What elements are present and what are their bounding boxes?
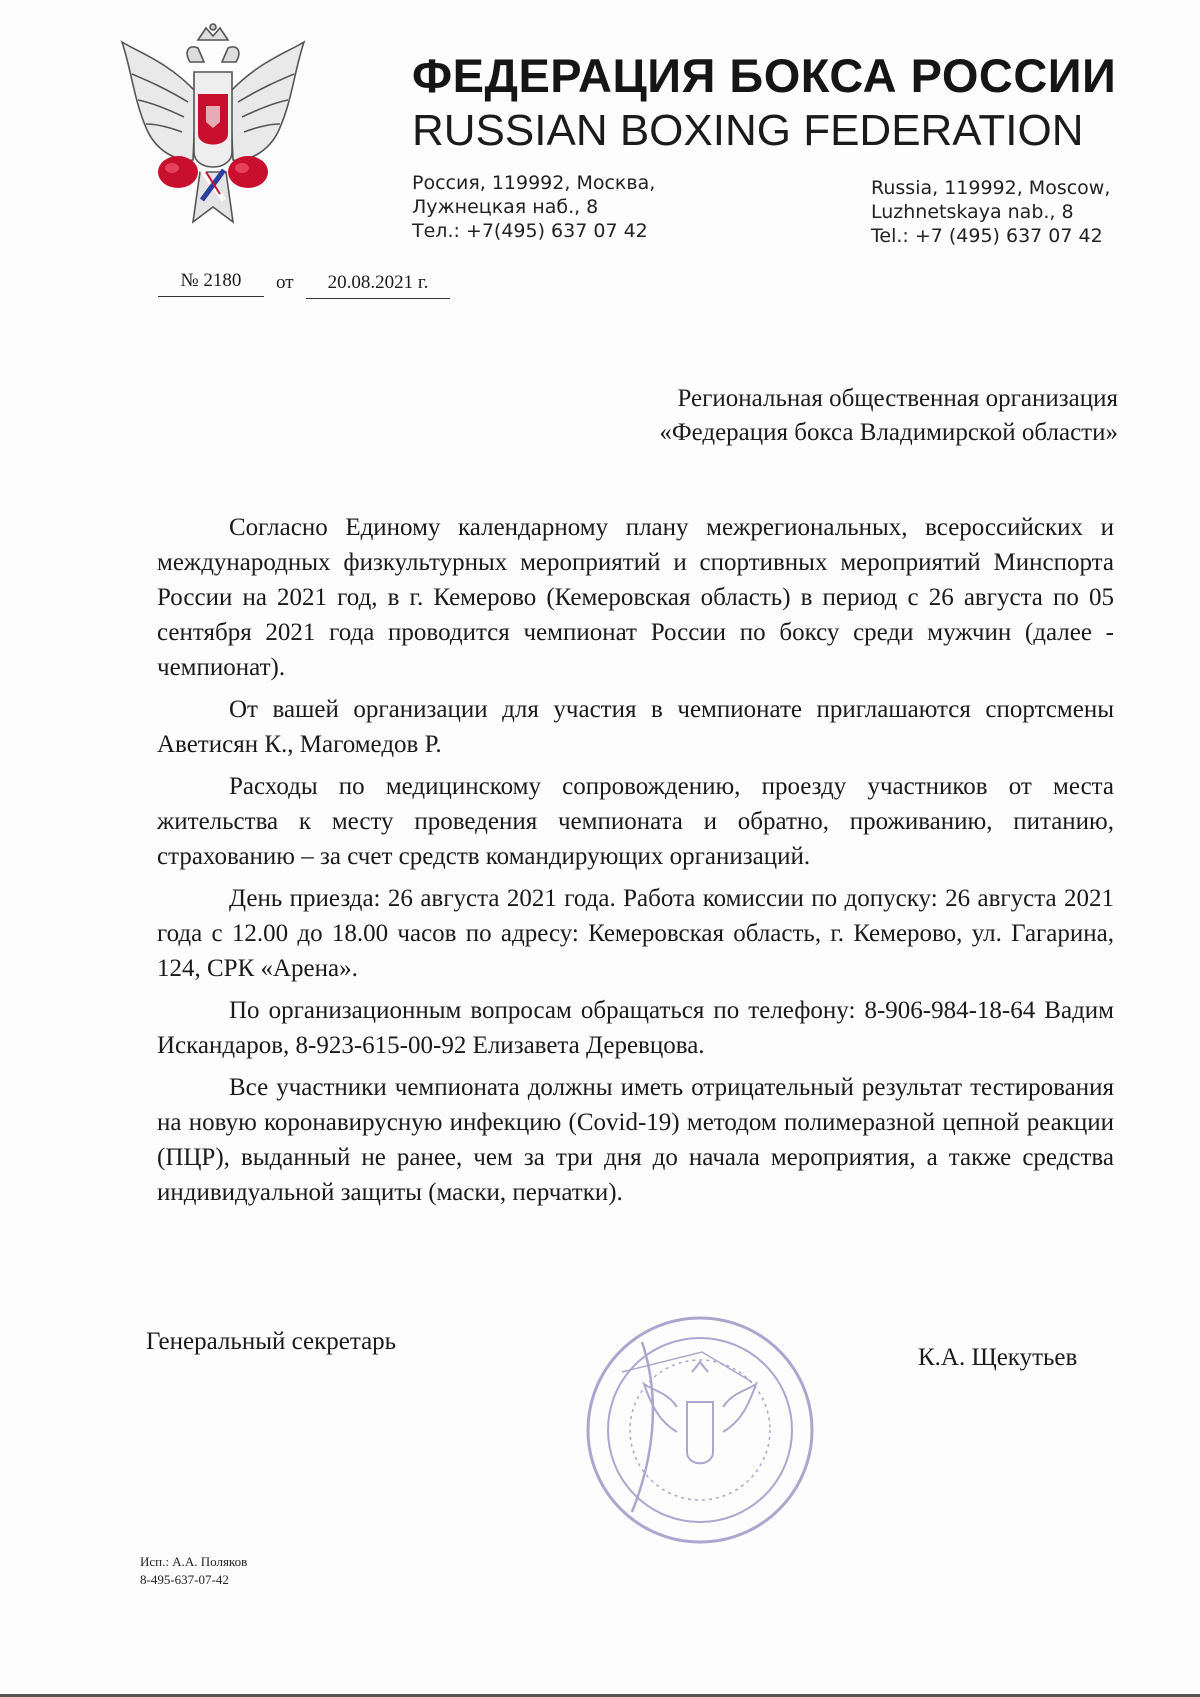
body-paragraph: По организационным вопросам обращаться по телефону: 8-906-984-18-64 Вадим Искандаров, 8-923-615-00-92 Елизавета Деревцова. xyxy=(157,997,1114,1059)
org-title-en: RUSSIAN BOXING FEDERATION xyxy=(412,106,1084,155)
signatory-name: К.А. Щекутьев xyxy=(918,1344,1078,1371)
registration-from-label: от xyxy=(276,272,294,293)
body-paragraph: Расходы по медицинскому сопровождению, проезду участников от места жительства к месту проведения чемпионата и обратно, проживанию, питанию, страхованию – за счет средств командирующих организаций. xyxy=(157,773,1114,870)
addressee-block xyxy=(659,382,1118,450)
executor-phone: 8-495-637-07-42 xyxy=(140,1572,229,1587)
address-en xyxy=(871,176,1110,248)
addressee-line: Региональная общественная организация xyxy=(677,385,1118,412)
body-paragraph: Все участники чемпионата должны иметь отрицательный результат тестирования на новую коронавирусную инфекцию (Covid-19) методом полимеразной цепной реакции (ПЦР), выданный не ранее, чем за три дня до начала мероприятия, а также средства индивидуальной защиты (маски, перчатки). xyxy=(157,1074,1114,1206)
address-en-line: Tel.: +7 (495) 637 07 42 xyxy=(871,225,1103,247)
double-headed-eagle-emblem-icon xyxy=(118,22,308,242)
address-en-line: Luzhnetskaya nab., 8 xyxy=(871,201,1074,223)
body-paragraph: Согласно Единому календарному плану межрегиональных, всероссийских и международных физкультурных мероприятий и спортивных мероприятий Минспорта России на 2021 год, в г. Кемерово (Кемеровская область) в период с 26 августа по 05 сентября 2021 года проводится чемпионат России по боксу среди мужчин (далее - чемпионат). xyxy=(157,514,1114,681)
address-ru-line: Лужнецкая наб., 8 xyxy=(412,196,599,218)
body-paragraph: День приезда: 26 августа 2021 года. Работа комиссии по допуску: 26 августа 2021 года с 12.00 до 18.00 часов по адресу: Кемеровская область, г. Кемерово, ул. Гагарина, 124, СРК «Арена». xyxy=(157,885,1114,982)
registration-number: № 2180 xyxy=(158,270,264,297)
letter-body xyxy=(157,510,1114,1217)
round-stamp-seal-icon xyxy=(582,1312,818,1548)
address-en-line: Russia, 119992, Moscow, xyxy=(871,177,1111,199)
address-ru-line: Россия, 119992, Москва, xyxy=(412,172,656,194)
signatory-position: Генеральный секретарь xyxy=(146,1328,397,1355)
registration-date: 20.08.2021 г. xyxy=(306,272,450,299)
org-title-ru: ФЕДЕРАЦИЯ БОКСА РОССИИ xyxy=(412,49,1117,102)
addressee-line: «Федерация бокса Владимирской области» xyxy=(659,419,1118,446)
executor-info xyxy=(140,1553,247,1589)
address-ru xyxy=(412,171,655,243)
executor-name: Исп.: А.А. Поляков xyxy=(140,1554,248,1569)
address-ru-line: Тел.: +7(495) 637 07 42 xyxy=(412,220,648,242)
body-paragraph: От вашей организации для участия в чемпионате приглашаются спортсмены Аветисян К., Магомедов Р. xyxy=(157,696,1114,758)
